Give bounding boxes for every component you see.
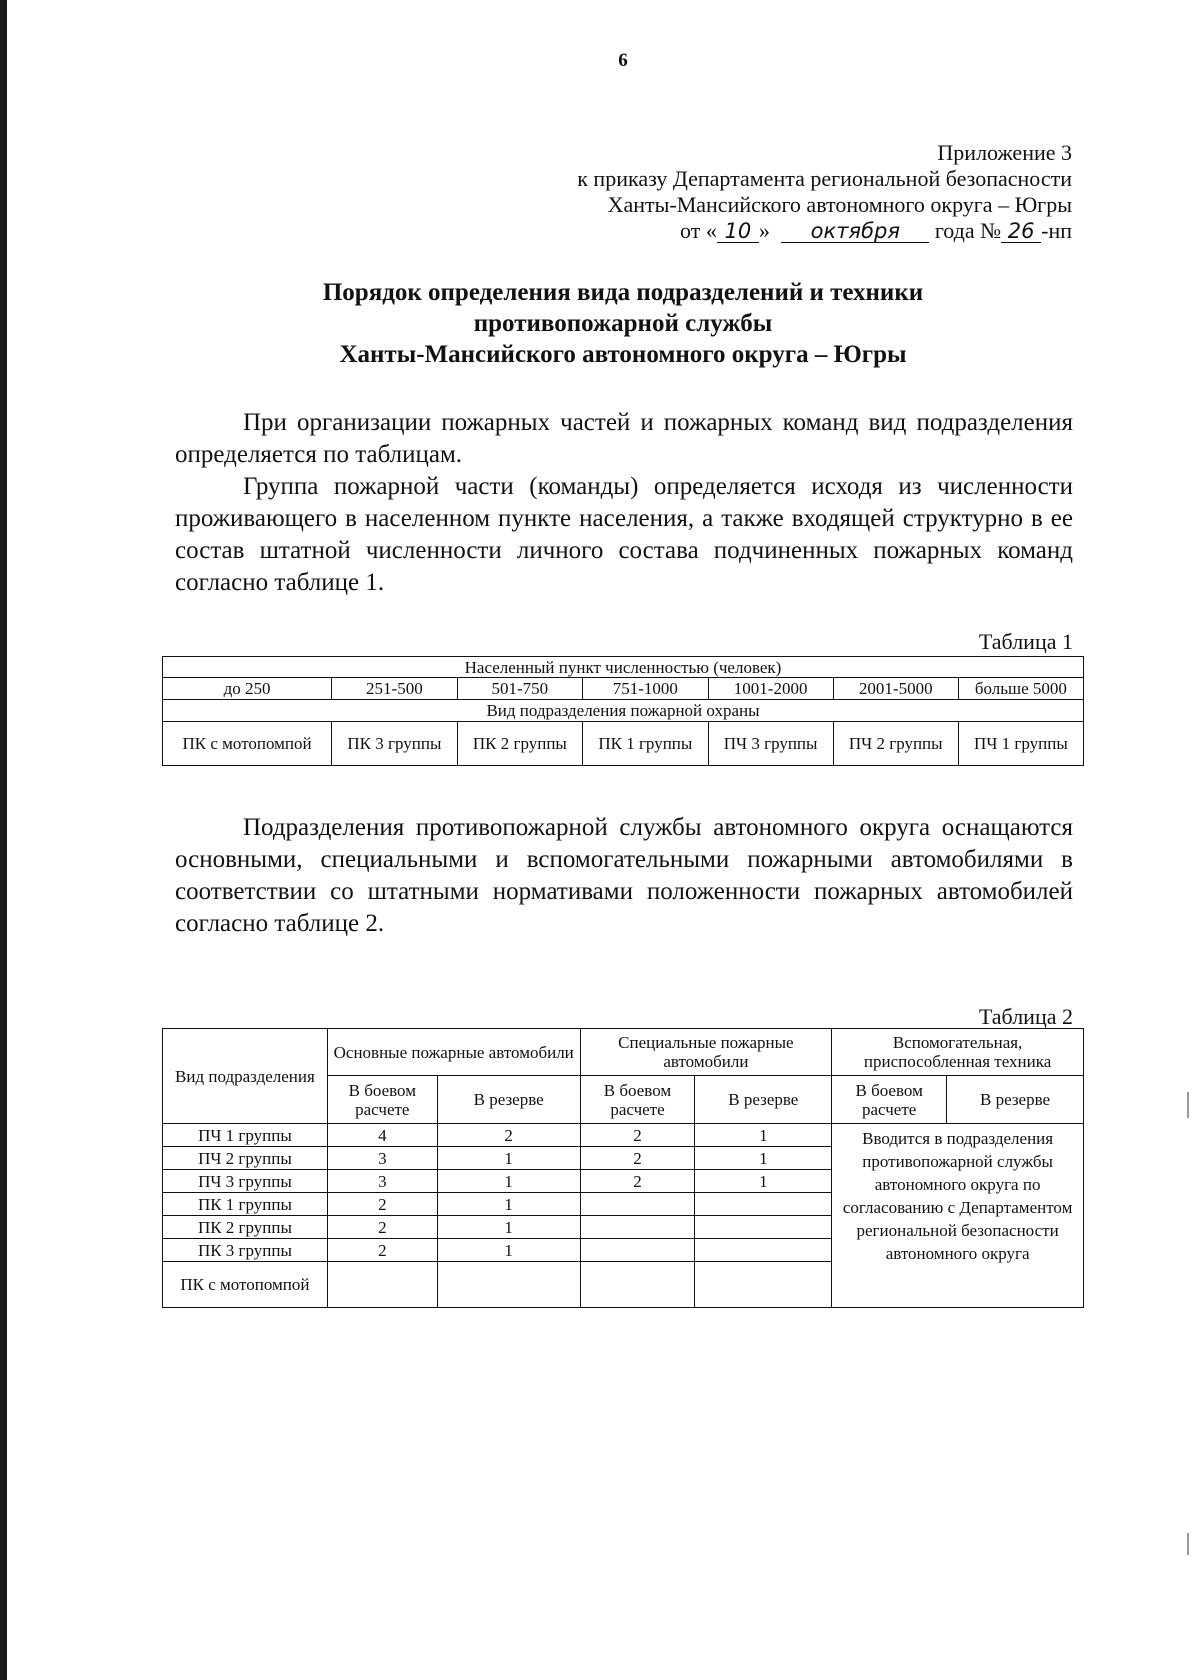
appendix-region-line: Ханты-Мансийского автономного округа – Югры [607,192,1072,217]
table2-spec-combat [580,1216,695,1239]
table1-type: ПК 1 группы [583,722,708,766]
table1-range: больше 5000 [958,678,1083,700]
table2-main-combat: 3 [327,1147,437,1170]
table1-range: до 250 [163,678,332,700]
table-row [163,1124,1084,1147]
table1-type: ПК с мотопомпой [163,722,332,766]
paragraph-1: При организации пожарных частей и пожарных команд вид подразделения определяется по таблицам. [175,409,1073,468]
table2-main-reserve: 2 [437,1124,580,1147]
table1-type: ПЧ 1 группы [958,722,1083,766]
table2-spec-combat: 2 [580,1147,695,1170]
table1-range: 501-750 [457,678,582,700]
table1-range: 2001-5000 [833,678,958,700]
table2-unit: ПК 3 группы [163,1239,328,1262]
table1-type: ПК 2 группы [457,722,582,766]
paragraph-3: Подразделения противопожарной службы автономного округа оснащаются основными, специальными и вспомогательными пожарными автомобилями в соответствии со штатными нормативами положенности пожарных автомобилей согласно таблице 2. [175,814,1073,937]
date-year-word: года № [934,218,1002,243]
document-title [170,277,1076,370]
date-month: октября [781,220,929,243]
table2-unit: ПЧ 1 группы [163,1124,328,1147]
table2-main-reserve: 1 [437,1239,580,1262]
table2-group-special: Специальные пожарные автомобили [580,1029,832,1076]
table2-main-reserve: 1 [437,1170,580,1193]
table2-sub-combat: В боевом расчете [580,1076,695,1124]
page-number: 6 [618,50,628,71]
table2-sub-reserve: В резерве [947,1076,1084,1124]
appendix-order-line: к приказу Департамента региональной безопасности [577,166,1072,191]
table2-spec-reserve [695,1193,832,1216]
table2-main-reserve: 1 [437,1193,580,1216]
title-line-1: Порядок определения вида подразделений и техники [322,279,924,306]
table1-type: ПЧ 3 группы [708,722,833,766]
paragraph-2: Группа пожарной части (команды) определяется исходя из численности проживающего в населенном пункте населения, а также входящей структурно в ее состав штатной численности личного состава подчиненных пожарных команд согласно таблице 1. [175,473,1073,596]
table2-main-reserve: 1 [437,1147,580,1170]
table2-main-combat: 2 [327,1216,437,1239]
table-2 [162,1028,1084,1308]
table1-header: Населенный пункт численностью (человек) [163,657,1084,678]
table2-unit: ПК 1 группы [163,1193,328,1216]
table2-caption: Таблица 2 [978,1004,1073,1029]
order-suffix: -нп [1041,218,1072,243]
appendix-date-line [577,218,1072,244]
table2-spec-reserve: 1 [695,1147,832,1170]
order-number: 26 [1001,220,1041,243]
title-line-2: противопожарной службы [473,310,773,337]
title-line-3: Ханты-Мансийского автономного округа – Югры [339,341,907,368]
table2-spec-combat: 2 [580,1170,695,1193]
table1-range: 751-1000 [583,678,708,700]
table2-main-combat: 4 [327,1124,437,1147]
table1-subheader: Вид подразделения пожарной охраны [163,700,1084,722]
table1-range: 251-500 [332,678,457,700]
table2-spec-reserve [695,1239,832,1262]
date-day: 10 [717,220,759,243]
table-1 [162,656,1084,766]
table2-main-combat [327,1262,437,1308]
table2-main-combat: 2 [327,1193,437,1216]
table2-main-combat: 3 [327,1170,437,1193]
scan-left-edge [0,0,7,1680]
date-prefix: от « [680,218,717,243]
table2-unit: ПК с мотопомпой [163,1262,328,1308]
table2-sub-combat: В боевом расчете [327,1076,437,1124]
table2-main-reserve: 1 [437,1216,580,1239]
table2-spec-combat: 2 [580,1124,695,1147]
table2-col-unit: Вид подразделения [163,1029,328,1124]
table2-spec-reserve [695,1216,832,1239]
table2-unit: ПК 2 группы [163,1216,328,1239]
table2-sub-reserve: В резерве [437,1076,580,1124]
table2-main-combat: 2 [327,1239,437,1262]
table2-group-main: Основные пожарные автомобили [327,1029,580,1076]
scan-mark [1187,1533,1189,1555]
table1-type: ПК 3 группы [332,722,457,766]
table2-group-auxiliary: Вспомогательная, приспособленная техника [832,1029,1084,1076]
table2-unit: ПЧ 3 группы [163,1170,328,1193]
table2-spec-combat [580,1262,695,1308]
table2-spec-reserve: 1 [695,1170,832,1193]
table2-spec-combat [580,1239,695,1262]
table2-main-reserve [437,1262,580,1308]
scan-mark [1187,1092,1189,1118]
appendix-header [577,140,1072,244]
appendix-title: Приложение 3 [937,140,1072,165]
table2-spec-reserve: 1 [695,1124,832,1147]
table2-spec-combat [580,1193,695,1216]
table2-spec-reserve [695,1262,832,1308]
table1-caption: Таблица 1 [978,629,1073,654]
table2-sub-reserve: В резерве [695,1076,832,1124]
table2-unit: ПЧ 2 группы [163,1147,328,1170]
date-quote-close: » [758,218,770,243]
table2-sub-combat: В боевом расчете [832,1076,947,1124]
table1-range: 1001-2000 [708,678,833,700]
table2-auxiliary-note: Вводится в подразделения противопожарной службы автономного округа по согласованию с Департаментом региональной безопасности автономного округа [832,1124,1084,1308]
table1-type: ПЧ 2 группы [833,722,958,766]
